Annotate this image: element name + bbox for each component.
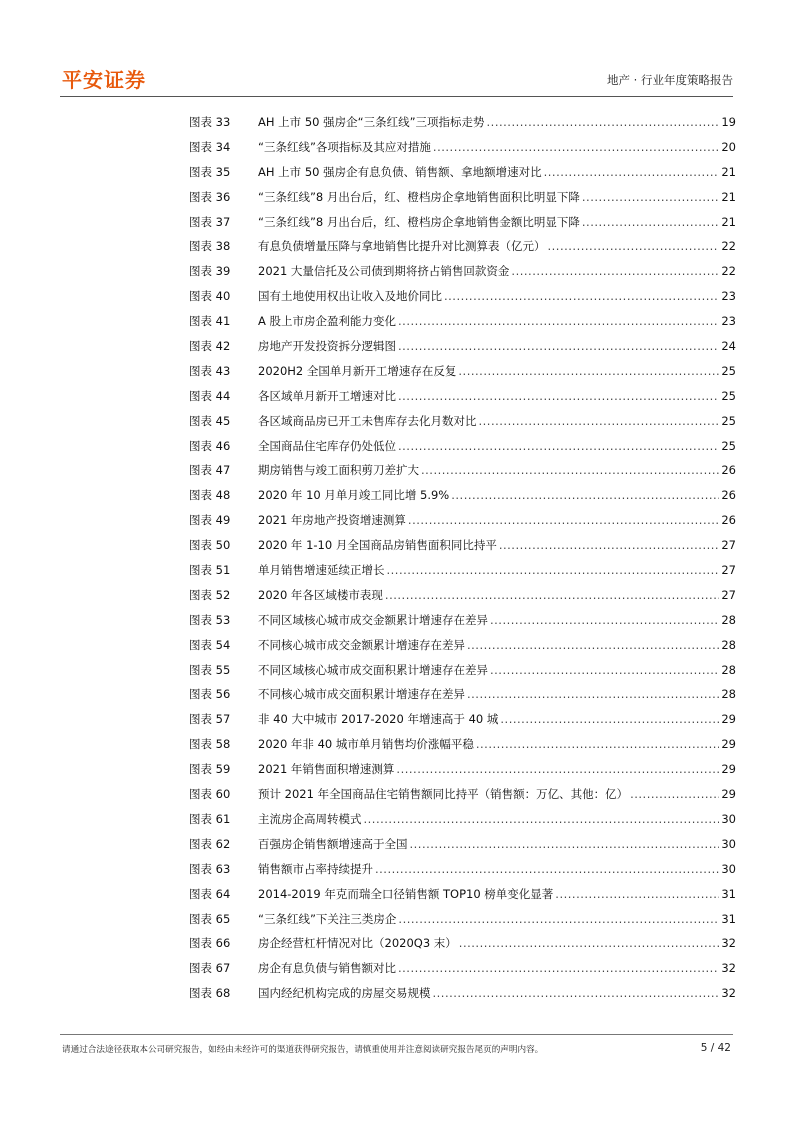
toc-leader-dots — [433, 140, 719, 154]
toc-page-number: 32 — [721, 936, 736, 951]
toc-figure-number: 图表 36 — [189, 189, 231, 204]
toc-page-number: 30 — [721, 811, 736, 826]
toc-page-number: 29 — [721, 737, 736, 752]
toc-figure-number: 图表 51 — [189, 563, 231, 578]
toc-figure-title: 不同区域核心城市成交面积累计增速存在差异 — [258, 662, 488, 677]
toc-row[interactable] — [189, 612, 736, 637]
toc-row[interactable] — [189, 263, 736, 288]
toc-page-number: 20 — [721, 139, 736, 154]
toc-page-number: 32 — [721, 961, 736, 976]
toc-page-number: 22 — [721, 264, 736, 279]
toc-leader-dots — [387, 563, 720, 577]
toc-row[interactable] — [189, 288, 736, 313]
toc-page-number: 27 — [721, 538, 736, 553]
toc-leader-dots — [487, 115, 720, 129]
toc-page-number: 23 — [721, 289, 736, 304]
toc-leader-dots — [459, 936, 720, 950]
toc-leader-dots — [408, 513, 719, 527]
toc-figure-title: 2021 年房地产投资增速测算 — [258, 513, 406, 528]
toc-figure-number: 图表 43 — [189, 363, 231, 378]
toc-figure-title: “三条红线”8 月出台后，红、橙档房企拿地销售金额比明显下降 — [258, 214, 580, 229]
toc-figure-number: 图表 46 — [189, 438, 231, 453]
toc-page-number: 31 — [721, 886, 736, 901]
toc-figure-title: 不同区域核心城市成交金额累计增速存在差异 — [258, 612, 488, 627]
toc-row[interactable] — [189, 512, 736, 537]
toc-figure-title: 2020 年各区域楼市表现 — [258, 587, 383, 602]
toc-figure-number: 图表 48 — [189, 488, 231, 503]
toc-leader-dots — [444, 289, 719, 303]
toc-figure-number: 图表 56 — [189, 687, 231, 702]
toc-figure-title: “三条红线”8 月出台后，红、橙档房企拿地销售面积比明显下降 — [258, 189, 580, 204]
toc-leader-dots — [467, 687, 719, 701]
toc-figure-number: 图表 53 — [189, 612, 231, 627]
toc-row[interactable] — [189, 487, 736, 512]
toc-leader-dots — [364, 812, 720, 826]
toc-leader-dots — [398, 389, 719, 403]
toc-figure-title: 主流房企高周转模式 — [258, 811, 362, 826]
toc-leader-dots — [511, 264, 719, 278]
toc-figure-number: 图表 68 — [189, 986, 231, 1001]
toc-row[interactable] — [189, 462, 736, 487]
toc-figure-number: 图表 55 — [189, 662, 231, 677]
toc-page-number: 29 — [721, 787, 736, 802]
footer-divider — [60, 1034, 733, 1035]
toc-figure-number: 图表 45 — [189, 413, 231, 428]
toc-page-number: 26 — [721, 463, 736, 478]
toc-leader-dots — [490, 663, 719, 677]
toc-figure-title: 非 40 大中城市 2017-2020 年增速高于 40 城 — [258, 712, 499, 727]
toc-leader-dots — [421, 463, 719, 477]
toc-figure-title: 2020 年 1-10 月全国商品房销售面积同比持平 — [258, 538, 497, 553]
toc-figure-title: 2020 年 10 月单月竣工同比增 5.9% — [258, 488, 450, 503]
toc-figure-number: 图表 34 — [189, 139, 231, 154]
toc-leader-dots — [490, 613, 719, 627]
toc-leader-dots — [555, 887, 719, 901]
toc-page-number: 31 — [721, 911, 736, 926]
toc-page-number: 25 — [721, 388, 736, 403]
toc-figure-number: 图表 37 — [189, 214, 231, 229]
toc-figure-title: 国内经纪机构完成的房屋交易规模 — [258, 986, 431, 1001]
toc-row[interactable] — [189, 886, 736, 911]
toc-row[interactable] — [189, 238, 736, 263]
toc-leader-dots — [451, 488, 719, 502]
toc-row[interactable] — [189, 811, 736, 836]
toc-row[interactable] — [189, 637, 736, 662]
toc-page-number: 21 — [721, 214, 736, 229]
toc-figure-number: 图表 40 — [189, 289, 231, 304]
toc-row[interactable] — [189, 736, 736, 761]
toc-page-number: 25 — [721, 363, 736, 378]
toc-row[interactable] — [189, 985, 736, 1010]
toc-figure-number: 图表 52 — [189, 587, 231, 602]
toc-page-number: 25 — [721, 438, 736, 453]
toc-row[interactable] — [189, 214, 736, 239]
toc-figure-title: 各区域商品房已开工未售库存去化月数对比 — [258, 413, 477, 428]
toc-page-number: 28 — [721, 687, 736, 702]
toc-page-number: 21 — [721, 164, 736, 179]
toc-leader-dots — [398, 439, 719, 453]
page-number: 5 / 42 — [700, 1042, 731, 1054]
toc-figure-title: 各区域单月新开工增速对比 — [258, 388, 396, 403]
toc-leader-dots — [398, 912, 719, 926]
toc-figure-number: 图表 64 — [189, 886, 231, 901]
toc-figure-number: 图表 33 — [189, 115, 231, 129]
toc-figure-number: 图表 50 — [189, 538, 231, 553]
toc-leader-dots — [410, 837, 720, 851]
toc-figure-title: AH 上市 50 强房企有息负债、销售额、拿地额增速对比 — [258, 164, 542, 179]
toc-figure-number: 图表 59 — [189, 762, 231, 777]
toc-figure-title: 2020H2 全国单月新开工增速存在反复 — [258, 363, 457, 378]
toc-row[interactable] — [189, 313, 736, 338]
document-category: 地产 · 行业年度策略报告 — [607, 73, 733, 87]
toc-figure-number: 图表 67 — [189, 961, 231, 976]
toc-page-number: 23 — [721, 314, 736, 329]
toc-figure-number: 图表 39 — [189, 264, 231, 279]
toc-figure-number: 图表 44 — [189, 388, 231, 403]
toc-figure-title: 期房销售与竣工面积剪刀差扩大 — [258, 463, 419, 478]
toc-figure-number: 图表 47 — [189, 463, 231, 478]
toc-row[interactable] — [189, 338, 736, 363]
toc-page-number: 26 — [721, 488, 736, 503]
toc-figure-title: 有息负债增量压降与拿地销售比提升对比测算表（亿元） — [258, 239, 546, 254]
toc-figure-title: 预计 2021 年全国商品住宅销售额同比持平（销售额：万亿、其他：亿） — [258, 787, 629, 802]
toc-page-number: 27 — [721, 587, 736, 602]
toc-page-number: 24 — [721, 339, 736, 354]
toc-page-number: 19 — [721, 115, 736, 129]
toc-row[interactable] — [189, 711, 736, 736]
toc-row[interactable] — [189, 786, 736, 811]
toc-page-number: 26 — [721, 513, 736, 528]
toc-row[interactable] — [189, 363, 736, 388]
toc-row[interactable] — [189, 761, 736, 786]
toc-figure-title: 2021 年销售面积增速测算 — [258, 762, 395, 777]
toc-page-number: 30 — [721, 861, 736, 876]
toc-figure-number: 图表 62 — [189, 836, 231, 851]
toc-figure-title: 国有土地使用权出让收入及地价同比 — [258, 289, 442, 304]
toc-figure-title: A 股上市房企盈利能力变化 — [258, 314, 397, 329]
toc-figure-number: 图表 58 — [189, 737, 231, 752]
toc-figure-number: 图表 49 — [189, 513, 231, 528]
toc-figure-title: “三条红线”各项指标及其应对措施 — [258, 139, 431, 154]
toc-leader-dots — [467, 638, 719, 652]
toc-page-number: 28 — [721, 662, 736, 677]
toc-leader-dots — [499, 538, 720, 552]
toc-leader-dots — [375, 862, 719, 876]
toc-figure-number: 图表 65 — [189, 911, 231, 926]
toc-row[interactable] — [189, 935, 736, 960]
toc-figure-title: 2021 大量信托及公司债到期将挤占销售回款资金 — [258, 264, 510, 279]
toc-page-number: 25 — [721, 413, 736, 428]
toc-leader-dots — [398, 314, 719, 328]
toc-row[interactable] — [189, 114, 736, 139]
toc-leader-dots — [544, 165, 720, 179]
toc-row[interactable] — [189, 189, 736, 214]
toc-figure-title: 全国商品住宅库存仍处低位 — [258, 438, 396, 453]
header-divider — [60, 96, 733, 97]
toc-page-number: 28 — [721, 637, 736, 652]
toc-figure-title: 销售额市占率持续提升 — [258, 861, 373, 876]
toc-row[interactable] — [189, 164, 736, 189]
toc-figure-title: 房企经营杠杆情况对比（2020Q3 末） — [258, 936, 457, 951]
toc-row[interactable] — [189, 438, 736, 463]
toc-row[interactable] — [189, 686, 736, 711]
toc-leader-dots — [385, 588, 719, 602]
toc-figure-title: 房地产开发投资拆分逻辑图 — [258, 339, 396, 354]
toc-leader-dots — [476, 737, 719, 751]
toc-leader-dots — [582, 190, 719, 204]
toc-page-number: 27 — [721, 563, 736, 578]
toc-leader-dots — [500, 712, 719, 726]
toc-row[interactable] — [189, 861, 736, 886]
toc-figure-title: 不同核心城市成交面积累计增速存在差异 — [258, 687, 465, 702]
toc-figure-number: 图表 54 — [189, 637, 231, 652]
toc-figure-title: 百强房企销售额增速高于全国 — [258, 836, 408, 851]
toc-leader-dots — [479, 414, 720, 428]
toc-page-number: 29 — [721, 712, 736, 727]
toc-leader-dots — [458, 364, 719, 378]
toc-row[interactable] — [189, 139, 736, 164]
toc-figure-number: 图表 41 — [189, 314, 231, 329]
figure-table-of-contents — [189, 114, 736, 1010]
toc-page-number: 30 — [721, 836, 736, 851]
toc-page-number: 22 — [721, 239, 736, 254]
toc-figure-number: 图表 35 — [189, 164, 231, 179]
toc-leader-dots — [630, 787, 719, 801]
toc-row[interactable] — [189, 836, 736, 861]
toc-row[interactable] — [189, 662, 736, 687]
toc-figure-title: “三条红线”下关注三类房企 — [258, 911, 397, 926]
toc-figure-number: 图表 61 — [189, 811, 231, 826]
toc-figure-number: 图表 38 — [189, 239, 231, 254]
toc-figure-title: 单月销售增速延续正增长 — [258, 563, 385, 578]
toc-figure-title: 2014-2019 年克而瑞全口径销售额 TOP10 榜单变化显著 — [258, 886, 554, 901]
toc-figure-number: 图表 57 — [189, 712, 231, 727]
toc-leader-dots — [396, 762, 719, 776]
toc-row[interactable] — [189, 587, 736, 612]
toc-page-number: 21 — [721, 189, 736, 204]
toc-page-number: 29 — [721, 762, 736, 777]
toc-row[interactable] — [189, 911, 736, 936]
toc-page-number: 32 — [721, 986, 736, 1001]
toc-figure-number: 图表 60 — [189, 787, 231, 802]
toc-row[interactable] — [189, 388, 736, 413]
toc-figure-number: 图表 66 — [189, 936, 231, 951]
toc-page-number: 28 — [721, 612, 736, 627]
toc-figure-title: 不同核心城市成交金额累计增速存在差异 — [258, 637, 465, 652]
toc-figure-number: 图表 63 — [189, 861, 231, 876]
toc-leader-dots — [433, 986, 720, 1000]
toc-leader-dots — [582, 215, 719, 229]
toc-figure-title: 2020 年非 40 城市单月销售均价涨幅平稳 — [258, 737, 474, 752]
toc-row[interactable] — [189, 537, 736, 562]
toc-leader-dots — [548, 239, 720, 253]
toc-figure-number: 图表 42 — [189, 339, 231, 354]
toc-leader-dots — [398, 961, 719, 975]
toc-row[interactable] — [189, 562, 736, 587]
toc-row[interactable] — [189, 960, 736, 985]
toc-figure-title: 房企有息负债与销售额对比 — [258, 961, 396, 976]
company-logo: 平安证券 — [62, 68, 146, 92]
toc-row[interactable] — [189, 413, 736, 438]
footer-disclaimer: 请通过合法途径获取本公司研究报告，如经由未经许可的渠道获得研究报告，请慎重使用并注意阅读研究报告尾页的声明内容。 — [62, 1045, 544, 1055]
toc-figure-title: AH 上市 50 强房企“三条红线”三项指标走势 — [258, 115, 485, 129]
toc-leader-dots — [398, 339, 719, 353]
